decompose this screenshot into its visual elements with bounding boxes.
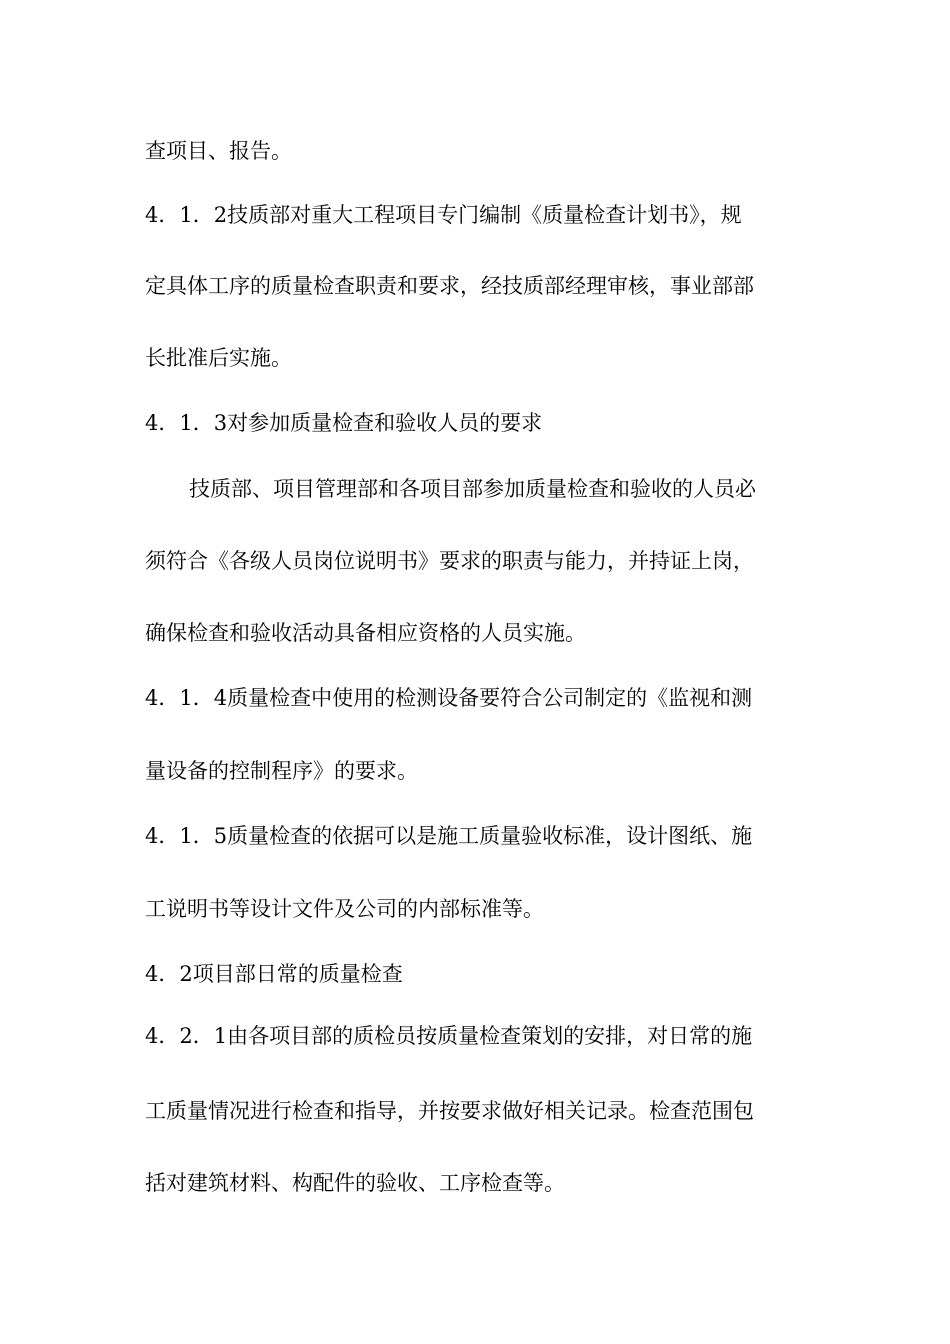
clause-4-1-2-line-1: 4．1．2技质部对重大工程项目专门编制《质量检查计划书》，规 — [145, 203, 742, 227]
clause-4-2-1-line-3: 括对建筑材料、构配件的验收、工序检查等。 — [145, 1171, 565, 1195]
clause-4-2-1-line-1: 4．2．1由各项目部的质检员按质量检查策划的安排，对日常的施 — [145, 1024, 753, 1048]
text-line-1: 查项目、报告。 — [145, 139, 292, 163]
clause-4-1-5-line-2: 工说明书等设计文件及公司的内部标准等。 — [145, 897, 544, 921]
clause-4-1-2-line-2: 定具体工序的质量检查职责和要求，经技质部经理审核，事业部部 — [145, 274, 754, 298]
clause-4-1-4-line-2: 量设备的控制程序》的要求。 — [145, 759, 418, 783]
section-4-2-heading: 4．2项目部日常的质量检查 — [145, 962, 403, 986]
clause-4-1-5-line-1: 4．1．5质量检查的依据可以是施工质量验收标准，设计图纸、施 — [145, 824, 753, 848]
clause-4-1-2-line-3: 长批准后实施。 — [145, 346, 292, 370]
clause-4-2-1-line-2: 工质量情况进行检查和指导，并按要求做好相关记录。检查范围包 — [145, 1099, 754, 1123]
clause-4-1-4-line-1: 4．1．4质量检查中使用的检测设备要符合公司制定的《监视和测 — [145, 686, 753, 710]
clause-4-1-3-line-3: 确保检查和验收活动具备相应资格的人员实施。 — [145, 621, 586, 645]
clause-4-1-3-line-1: 技质部、项目管理部和各项目部参加质量检查和验收的人员必 — [189, 477, 756, 501]
clause-4-1-3-line-2: 须符合《各级人员岗位说明书》要求的职责与能力，并持证上岗， — [145, 549, 754, 573]
clause-4-1-3-heading: 4．1．3对参加质量检查和验收人员的要求 — [145, 411, 543, 435]
